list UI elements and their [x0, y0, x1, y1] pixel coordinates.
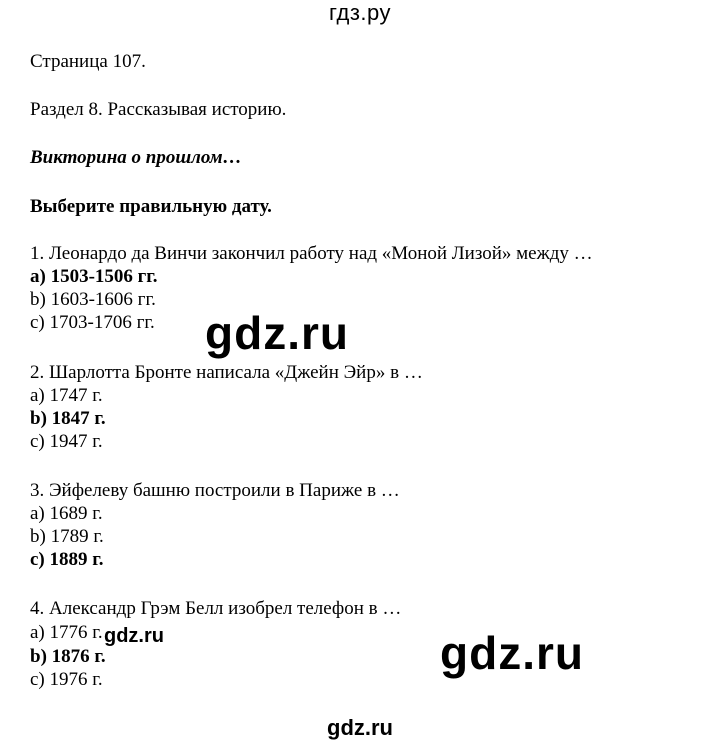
question-text: 1. Леонардо да Винчи закончил работу над «Моной Лизой» между …	[30, 243, 593, 264]
watermark-logo-small: gdz.ru	[104, 625, 164, 647]
page-label: Страница 107.	[30, 51, 146, 72]
answer-option-correct: b) 1847 г.	[30, 408, 106, 429]
question-text: 2. Шарлотта Бронте написала «Джейн Эйр» в …	[30, 362, 423, 383]
question-text: 3. Эйфелеву башню построили в Париже в …	[30, 480, 400, 501]
watermark-logo: gdz.ru	[440, 627, 584, 679]
footer-watermark: gdz.ru	[327, 715, 393, 740]
quiz-title: Викторина о прошлом…	[30, 147, 242, 168]
answer-option: b) 1789 г.	[30, 526, 104, 547]
section-title: Раздел 8. Рассказывая историю.	[30, 99, 287, 120]
answer-option: a) 1776 г.	[30, 622, 103, 643]
answer-option: c) 1703-1706 гг.	[30, 312, 155, 333]
instruction: Выберите правильную дату.	[30, 196, 272, 217]
answer-option: a) 1689 г.	[30, 503, 103, 524]
answer-option-correct: c) 1889 г.	[30, 549, 104, 570]
watermark-logo: gdz.ru	[205, 307, 349, 359]
question-text: 4. Александр Грэм Белл изобрел телефон в …	[30, 598, 402, 619]
answer-option: c) 1976 г.	[30, 669, 103, 690]
site-header: гдз.ру	[328, 0, 392, 25]
answer-option: c) 1947 г.	[30, 431, 103, 452]
answer-option: b) 1603-1606 гг.	[30, 289, 156, 310]
answer-option-correct: a) 1503-1506 гг.	[30, 266, 158, 287]
answer-option: a) 1747 г.	[30, 385, 103, 406]
answer-option-correct: b) 1876 г.	[30, 646, 106, 667]
